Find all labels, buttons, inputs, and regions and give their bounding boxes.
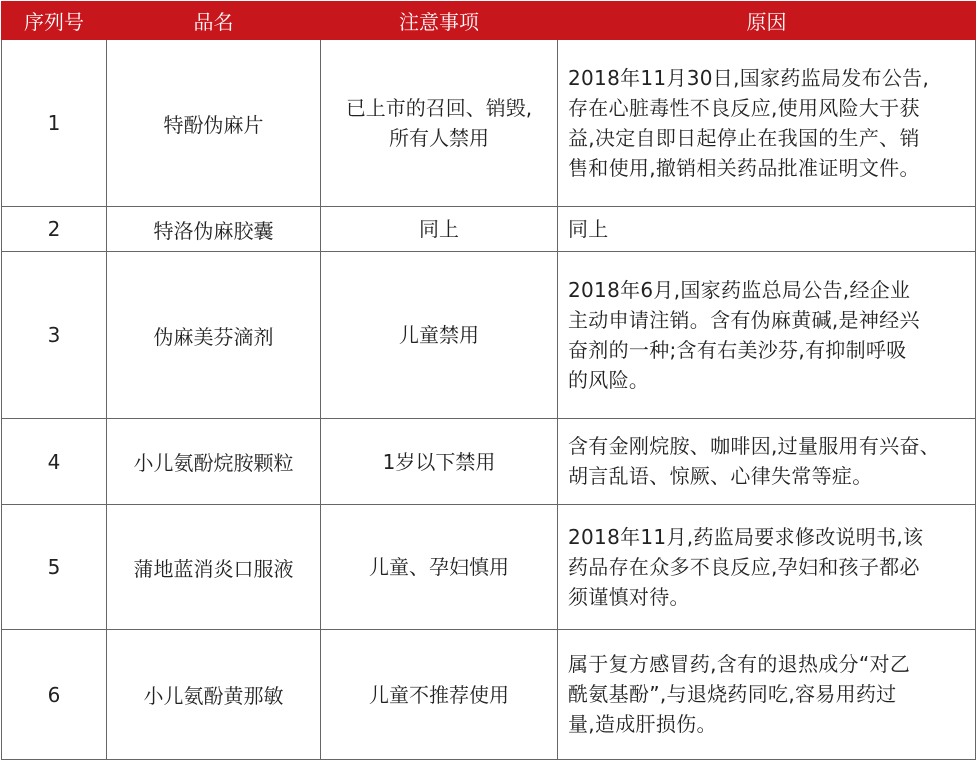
reason-line: 须谨慎对待。 bbox=[568, 584, 690, 609]
row-note bbox=[321, 207, 558, 252]
reason-line: 2018年6月,国家药监总局公告,经企业 bbox=[568, 277, 911, 302]
table-row bbox=[2, 207, 976, 252]
row-index: 4 bbox=[2, 419, 107, 505]
table-row bbox=[2, 252, 976, 419]
reason-line: 药品存在众多不良反应,孕妇和孩子都必 bbox=[568, 554, 920, 579]
reason-line: 2018年11月,药监局要求修改说明书,该 bbox=[568, 524, 924, 549]
note-line: 所有人禁用 bbox=[389, 126, 489, 150]
note-line: 儿童禁用 bbox=[399, 323, 479, 347]
row-reason bbox=[558, 419, 976, 505]
row-reason bbox=[558, 252, 976, 419]
note-line: 1岁以下禁用 bbox=[382, 449, 496, 474]
note-line: 儿童不推荐使用 bbox=[369, 682, 509, 707]
drug-warning-table bbox=[1, 1, 976, 760]
row-note bbox=[321, 419, 558, 505]
row-name: 特洛伪麻胶囊 bbox=[107, 207, 321, 252]
reason-line: 同上 bbox=[568, 216, 609, 241]
reason-line: 2018年11月30日,国家药监局发布公告, bbox=[568, 65, 930, 90]
row-name: 伪麻美芬滴剂 bbox=[107, 252, 321, 419]
reason-line: 奋剂的一种;含有右美沙芬,有抑制呼吸 bbox=[568, 337, 907, 362]
note-line: 同上 bbox=[419, 217, 459, 241]
note-line: 儿童、孕妇慎用 bbox=[369, 555, 509, 579]
row-index: 2 bbox=[2, 207, 107, 252]
row-reason bbox=[558, 630, 976, 760]
note-line: 已上市的召回、销毁, bbox=[345, 96, 533, 120]
reason-line: 属于复方感冒药,含有的退热成分“对乙 bbox=[568, 652, 911, 676]
reason-line: 的风险。 bbox=[568, 367, 650, 392]
header-note: 注意事项 bbox=[321, 2, 558, 40]
reason-line: 存在心脏毒性不良反应,使用风险大于获 bbox=[568, 95, 920, 120]
reason-line: 主动申请注销。含有伪麻黄碱,是神经兴 bbox=[568, 307, 920, 332]
reason-line: 量,造成肝损伤。 bbox=[568, 712, 717, 736]
table-header-row bbox=[2, 2, 976, 40]
table-row bbox=[2, 40, 976, 207]
reason-line: 酰氨基酚”,与退烧药同吃,容易用药过 bbox=[568, 682, 897, 706]
row-name: 特酚伪麻片 bbox=[107, 40, 321, 207]
header-name: 品名 bbox=[107, 2, 321, 40]
row-note bbox=[321, 505, 558, 630]
row-index: 5 bbox=[2, 505, 107, 630]
reason-line: 益,决定自即日起停止在我国的生产、销 bbox=[568, 125, 920, 150]
row-reason bbox=[558, 505, 976, 630]
row-index: 6 bbox=[2, 630, 107, 760]
reason-line: 胡言乱语、惊厥、心律失常等症。 bbox=[568, 464, 873, 488]
row-name: 小儿氨酚黄那敏 bbox=[107, 630, 321, 760]
reason-line: 售和使用,撤销相关药品批准证明文件。 bbox=[568, 155, 920, 180]
row-name: 小儿氨酚烷胺颗粒 bbox=[107, 419, 321, 505]
row-note bbox=[321, 630, 558, 760]
header-index: 序列号 bbox=[2, 2, 107, 40]
row-name: 蒲地蓝消炎口服液 bbox=[107, 505, 321, 630]
row-index: 1 bbox=[2, 40, 107, 207]
reason-line: 含有金刚烷胺、咖啡因,过量服用有兴奋、 bbox=[568, 434, 941, 458]
row-note bbox=[321, 252, 558, 419]
row-reason bbox=[558, 40, 976, 207]
row-reason bbox=[558, 207, 976, 252]
row-index: 3 bbox=[2, 252, 107, 419]
header-reason: 原因 bbox=[558, 2, 976, 40]
table-row bbox=[2, 419, 976, 505]
row-note bbox=[321, 40, 558, 207]
table-row bbox=[2, 505, 976, 630]
table-row bbox=[2, 630, 976, 760]
